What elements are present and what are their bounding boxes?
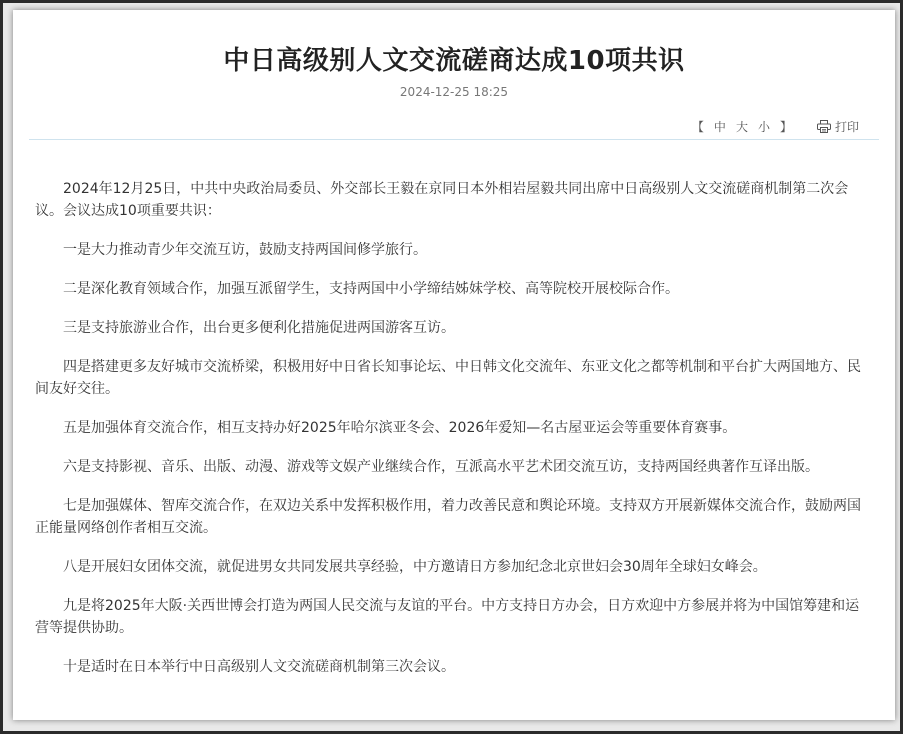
font-size-small-button[interactable]: 小 (757, 120, 770, 134)
article-tools (687, 118, 859, 135)
article-page (13, 10, 895, 720)
article-body (35, 178, 871, 695)
paragraph-item-7: 七是加强媒体、智库交流合作，在双边关系中发挥积极作用，着力改善民意和舆论环境。支持双方开展新媒体交流合作，鼓励两国正能量网络创作者相互交流。 (35, 498, 861, 536)
bracket-close: 】 (779, 120, 792, 134)
article-title: 中日高级别人文交流磋商达成10项共识 (223, 46, 685, 76)
paragraph-item-9: 九是将2025年大阪·关西世博会打造为两国人民交流与友谊的平台。中方支持日方办会，日方欢迎中方参展并将为中国馆筹建和运营等提供协助。 (35, 598, 860, 636)
paragraph-item-3: 三是支持旅游业合作，出台更多便利化措施促进两国游客互访。 (63, 320, 455, 336)
paragraph-item-2: 二是深化教育领域合作，加强互派留学生，支持两国中小学缔结姊妹学校、高等院校开展校际合作。 (63, 281, 679, 297)
paragraph-item-10: 十是适时在日本举行中日高级别人文交流磋商机制第三次会议。 (63, 659, 455, 675)
paragraph-item-6: 六是支持影视、音乐、出版、动漫、游戏等文娱产业继续合作，互派高水平艺术团交流互访，支持两国经典著作互译出版。 (63, 459, 819, 475)
publish-date: 2024-12-25 18:25 (399, 85, 509, 99)
font-size-medium-button[interactable]: 中 (713, 120, 726, 134)
paragraph-item-5: 五是加强体育交流合作，相互支持办好2025年哈尔滨亚冬会、2026年爱知—名古屋亚运会等重要体育赛事。 (63, 420, 737, 436)
print-button[interactable] (817, 118, 859, 135)
font-size-switcher (687, 118, 797, 135)
bracket-open: 【 (691, 120, 704, 134)
paragraph-item-4: 四是搭建更多友好城市交流桥梁，积极用好中日省长知事论坛、中日韩文化交流年、东亚文化之都等机制和平台扩大两国地方、民间友好交往。 (35, 359, 861, 397)
header-divider (29, 139, 879, 140)
printer-icon (817, 120, 831, 133)
font-size-large-button[interactable]: 大 (735, 120, 748, 134)
paragraph-intro: 2024年12月25日，中共中央政治局委员、外交部长王毅在京同日本外相岩屋毅共同出席中日高级别人文交流磋商机制第二次会议。会议达成10项重要共识： (35, 181, 849, 219)
frame-background (3, 3, 900, 731)
paragraph-item-8: 八是开展妇女团体交流，就促进男女共同发展共享经验，中方邀请日方参加纪念北京世妇会30周年全球妇女峰会。 (63, 559, 767, 575)
paragraph-item-1: 一是大力推动青少年交流互访，鼓励支持两国间修学旅行。 (63, 242, 427, 258)
print-label: 打印 (834, 120, 859, 134)
